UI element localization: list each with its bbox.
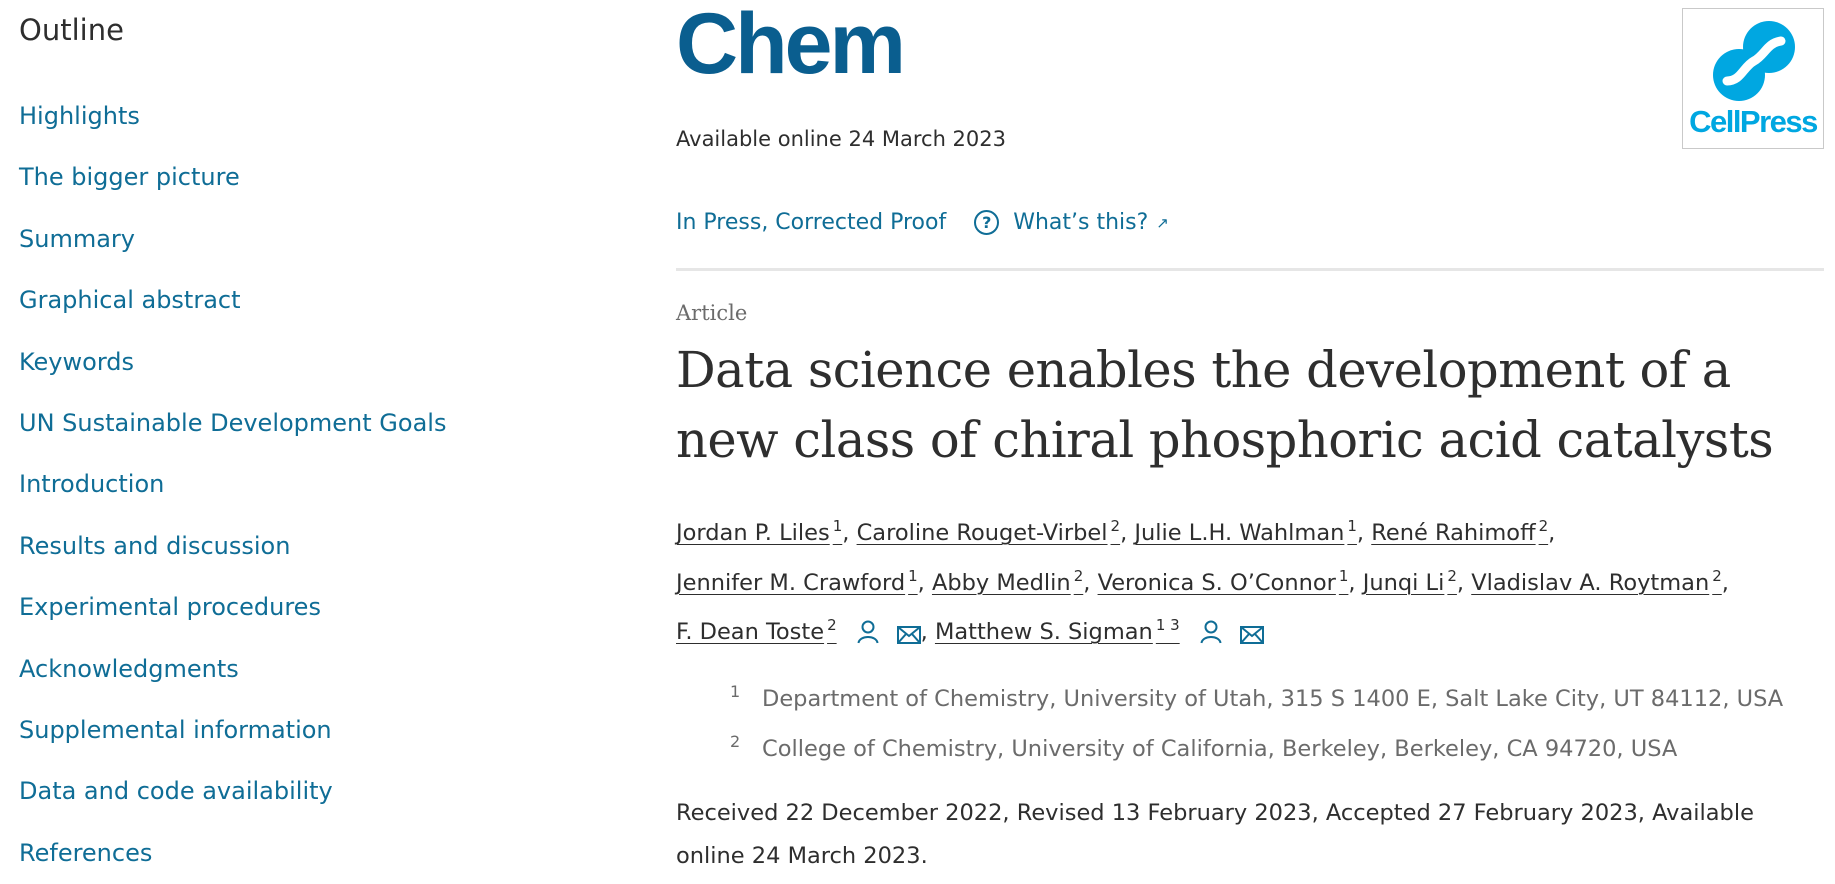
author-link[interactable]: Abby Medlin $^2$ (931, 566, 1084, 596)
outline-item-graphical-abstract[interactable]: Graphical abstract (19, 286, 241, 315)
outline-sidebar (19, 10, 579, 884)
whats-this-label: What’s this? (1013, 210, 1149, 235)
outline-list (19, 86, 579, 884)
article-history-dates: Received 22 December 2022, Revised 13 February 2023, Accepted 27 February 2023, Available online 24 March 2023. (676, 800, 1754, 869)
author-link[interactable]: Caroline Rouget-Virbel $^2$ (856, 517, 1121, 546)
author-link[interactable]: Vladislav A. Roytman $^2$ (1471, 566, 1722, 596)
author-link[interactable]: René Rahimoff $^2$ (1371, 517, 1549, 546)
person-icon[interactable] (1200, 620, 1222, 644)
journal-logo[interactable]: Chem (676, 0, 903, 92)
outline-item-data-availability[interactable]: Data and code availability (19, 777, 333, 806)
outline-title: Outline (19, 13, 124, 47)
outline-item-highlights[interactable]: Highlights (19, 102, 140, 130)
cellpress-mark-icon (1709, 15, 1799, 107)
header-divider (676, 268, 1824, 271)
cellpress-logo[interactable] (1682, 8, 1824, 149)
external-link-icon: ↗ (1156, 213, 1169, 232)
article-title: Data science enables the development of a new class of chiral phosphoric acid catalysts (676, 341, 1774, 469)
affiliation-list (730, 671, 1783, 770)
available-online-date: Available online 24 March 2023 (676, 127, 1006, 151)
person-icon[interactable] (857, 620, 879, 644)
outline-item-bigger-picture[interactable]: The bigger picture (19, 163, 240, 192)
outline-item-results[interactable]: Results and discussion (19, 531, 291, 560)
author-link[interactable]: Jordan P. Liles $^1$ (676, 517, 843, 546)
author-link[interactable]: F. Dean Toste $^2$ (676, 616, 837, 645)
author-link[interactable]: Jennifer M. Crawford $^1$ (676, 566, 918, 596)
in-press-status[interactable]: In Press, Corrected Proof (676, 210, 947, 235)
author-link[interactable]: Julie L.H. Wahlman $^1$ (1134, 517, 1357, 546)
author-link[interactable]: Veronica S. O’Connor $^1$ (1097, 566, 1349, 596)
mail-icon[interactable] (1240, 626, 1264, 644)
author-link[interactable]: Junqi Li $^2$ (1362, 566, 1457, 596)
question-mark-icon: ? (974, 210, 999, 235)
affiliation-item: $^2$ College of Chemistry, University of California, Berkeley, Berkeley, CA 94720, USA (730, 731, 1678, 762)
author-link[interactable]: Matthew S. Sigman $^{1 3}$ (934, 616, 1180, 645)
cellpress-wordmark: CellPress (1689, 104, 1817, 139)
outline-item-summary[interactable]: Summary (19, 224, 135, 253)
outline-item-references[interactable]: References (19, 838, 153, 867)
affiliation-item: $^1$ Department of Chemistry, University of Utah, 315 S 1400 E, Salt Lake City, UT 84112, USA (730, 682, 1784, 712)
article-type: Article (676, 301, 748, 325)
outline-item-supplemental[interactable]: Supplemental information (19, 716, 332, 745)
outline-item-introduction[interactable]: Introduction (19, 470, 165, 499)
outline-item-experimental[interactable]: Experimental procedures (19, 593, 321, 622)
outline-item-acknowledgments[interactable]: Acknowledgments (19, 654, 239, 683)
author-list: Jordan P. Liles $^1$, Caroline Rouget-Virbel $^2$, Julie L.H. Wahlman $^1$, René Rahimoff $^2$, Jennifer M. Crawford $^1$, Abby Medlin $^2$, Veronica S. O’Connor $^1$, Junqi Li $^2$, Vladislav A. Roytman $^2$, F. Dean Toste $^2$ , Matthew S. Sigman $^{1 3}$ (676, 517, 1729, 645)
outline-item-sdg[interactable]: UN Sustainable Development Goals (19, 409, 447, 438)
mail-icon[interactable] (897, 626, 921, 644)
whats-this-link[interactable] (974, 210, 1169, 235)
article-status-bar (676, 210, 1169, 235)
outline-item-keywords[interactable]: Keywords (19, 347, 135, 376)
